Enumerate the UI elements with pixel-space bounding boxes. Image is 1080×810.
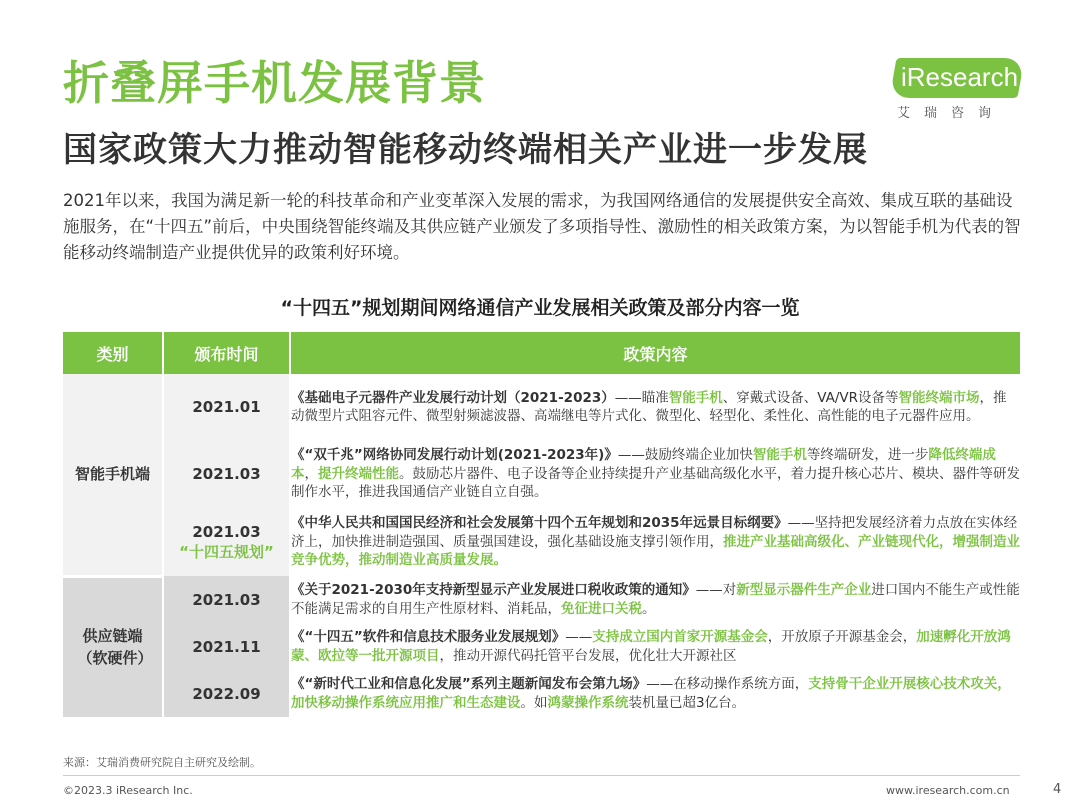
policy-highlight: 提升终端性能 [318,465,399,482]
date-note: “十四五规划” [179,543,274,561]
logo-text: iResearch [901,62,1019,92]
row-content [290,440,1020,508]
policy-highlight: 免征进口关税 [561,600,642,617]
policy-highlight: 支持骨干企业开展核心技术攻关，加快移动操作系统应用推广和生态建设 [291,676,1011,711]
policy-highlight: 智能手机 [668,389,723,406]
policy-text: ——坚持把发展经济着力点放在实体经济上，加快推进制造强国、质量强国建设，强化基础设施支撑引领作用， [291,515,1018,550]
policy-text: 。鼓励芯片器件、电子设备等企业持续提升产业基础高级化水平，着力提升核心芯片、模块、器件等研发制作水平，推进我国通信产业链自立自强。 [291,465,1020,501]
header-category: 类别 [63,332,163,374]
page-title: 折叠屏手机发展背景 [63,56,486,110]
policy-text: ， [304,465,318,482]
table-row [63,670,1020,717]
table-row [63,374,1020,440]
policy-text: 、穿戴式设备、VA/VR设备等 [722,389,899,406]
policy-name: 《“新时代工业和信息化发展”系列主题新闻发布会第九场》 [291,676,647,692]
footer-divider [63,775,1020,776]
table-title: “十四五”规划期间网络通信产业发展相关政策及部分内容一览 [280,297,800,319]
policy-name: 《“双千兆”网络协同发展行动计划(2021-2023年)》 [291,447,618,464]
policy-text: 等终端研发，进一步 [806,447,929,464]
policy-text: ，推动开源代码托管平台发展，优化壮大开源社区 [439,647,737,664]
category-supply-chain [63,576,163,717]
row-date [163,374,290,440]
policy-text: ——鼓励终端企业加快 [617,447,753,464]
policy-text: 。 [642,600,656,617]
policy-text: 进口国内不能生产或性能不能满足需求的自用生产性原材料、消耗品， [291,582,1020,617]
policy-text: ，推动微型片式阻容元件、微型射频滤波器、高端继电等片式化、微型化、轻型化、柔性化、高性能的电子元器件应用。 [291,389,1007,424]
policy-highlight: 推进产业基础高级化、产业链现代化，增强制造业竞争优势，推动制造业高质量发展。 [291,533,1020,569]
table-header-row [63,332,1020,374]
date-value: 2021.03 [192,523,261,541]
table-row [63,576,1020,623]
category-smartphone: 智能手机端 [63,374,163,576]
policy-text: 装机量已超3亿台。 [628,694,746,711]
row-content [290,374,1020,440]
policy-text: ——瞄准 [614,389,669,406]
date-value: 2021.03 [192,465,261,483]
date-value: 2021.01 [192,398,261,416]
policy-highlight: 鸿蒙操作系统 [547,694,629,711]
policy-text: ，开放原子开源基金会， [767,629,917,645]
policy-name: 《基础电子元器件产业发展行动计划（2021-2023） [291,389,615,406]
policy-name: 《“十四五”软件和信息技术服务业发展规划》 [291,629,566,645]
source-note: 来源：艾瑞消费研究院自主研究及绘制。 [63,756,261,769]
page-number: 4 [1053,782,1062,797]
policy-highlight: 智能终端市场 [898,389,980,406]
row-content [290,623,1020,670]
policy-text: —— [565,629,593,645]
date-value: 2022.09 [192,684,261,703]
row-date [163,670,290,717]
policy-highlight: 加速孵化开放鸿蒙、欧拉等一批开源项目 [291,629,1011,664]
table-row [63,440,1020,508]
category-label: 供应链端（软硬件） [77,627,153,668]
table-row [63,508,1020,576]
policy-text: 。如 [520,694,548,711]
intro-paragraph: 2021年以来，我国为满足新一轮的科技革命和产业变革深入发展的需求，为我国网络通信的发展提供安全高效、集成互联的基础设施服务，在“十四五”前后，中央围绕智能终端及其供应链产业颁发了多项指导性、激励性的相关政策方案，为以智能手机为代表的智能移动终端制造产业提供优异的政策利好环境。 [63,191,1021,262]
row-date [163,576,290,623]
row-date [163,440,290,508]
header-content: 政策内容 [290,332,1020,374]
logo-subtext: 艾瑞咨询 [897,106,1006,121]
policy-name: 《关于2021-2030年支持新型显示产业发展进口税收政策的通知》 [291,582,696,598]
row-content [290,576,1020,623]
iresearch-logo [893,58,1028,122]
date-value: 2021.03 [192,590,261,609]
policy-text: ——在移动操作系统方面， [646,676,809,692]
table-row [63,623,1020,670]
website-url: www.iresearch.com.cn [886,784,1010,797]
row-content [290,508,1020,576]
policy-text: ——对 [695,582,737,598]
row-content [290,670,1020,717]
header-date: 颁布时间 [163,332,290,374]
row-date [163,623,290,670]
policy-name: 《中华人民共和国国民经济和社会发展第十四个五年规划和2035年远景目标纲要》 [291,515,788,532]
page-subtitle: 国家政策大力推动智能移动终端相关产业进一步发展 [63,130,868,170]
policy-table [63,332,1020,717]
policy-highlight: 新型显示器件生产企业 [736,582,872,598]
date-value: 2021.11 [192,637,261,656]
copyright: ©2023.3 iResearch Inc. [63,784,193,797]
policy-highlight: 智能手机 [752,447,807,464]
policy-highlight: 支持成立国内首家开源基金会 [592,629,768,645]
policy-highlight: 降低终端成本 [291,447,996,482]
row-date [163,508,290,576]
